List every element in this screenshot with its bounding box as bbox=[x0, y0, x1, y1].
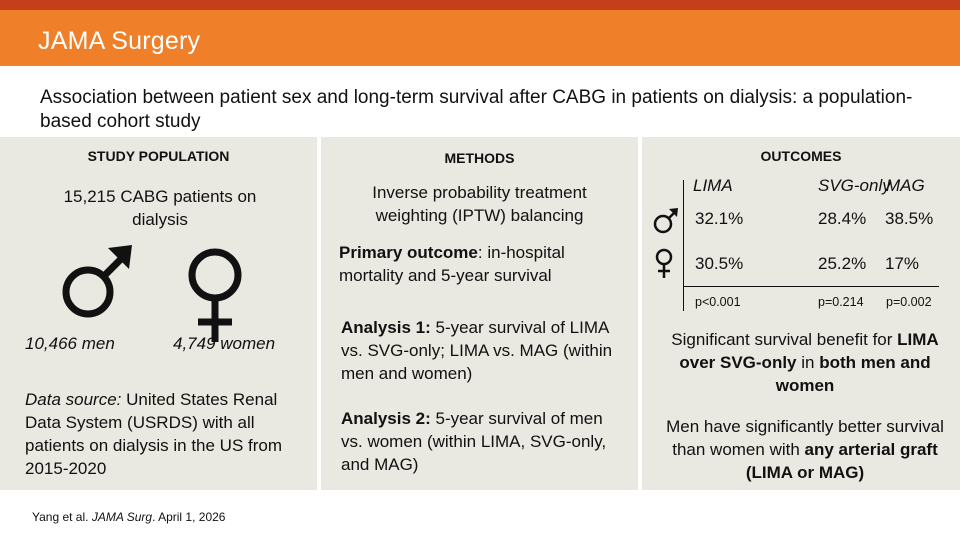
p-mag: p=0.002 bbox=[886, 295, 932, 309]
col-svg-only: SVG-only bbox=[818, 176, 891, 195]
analysis-2-label: Analysis 2: bbox=[341, 409, 431, 428]
primary-outcome bbox=[339, 241, 629, 287]
analysis-1-label: Analysis 1: bbox=[341, 318, 431, 337]
men-lima: 32.1% bbox=[695, 209, 744, 228]
study-population-panel bbox=[0, 137, 317, 490]
finding-1-text-a: Significant survival benefit for bbox=[671, 330, 898, 349]
women-mag: 17% bbox=[885, 254, 920, 273]
top-accent-bar bbox=[0, 0, 960, 10]
data-source-label: Data source: bbox=[25, 390, 122, 409]
primary-outcome-label: Primary outcome bbox=[339, 243, 478, 262]
women-count: 4,749 women bbox=[173, 334, 276, 353]
finding-1-bold-b: both men and women bbox=[775, 353, 931, 395]
men-count: 10,466 men bbox=[25, 334, 115, 353]
analysis-1 bbox=[341, 316, 626, 385]
finding-sex-difference bbox=[666, 415, 944, 484]
weighting-method: Inverse probability treatment weighting (IPTW) balancing bbox=[372, 183, 587, 225]
journal-header bbox=[0, 10, 960, 66]
analysis-2 bbox=[341, 407, 626, 476]
finding-1-bold-a: LIMA over SVG-only bbox=[679, 330, 939, 372]
page-title: Association between patient sex and long-term survival after CABG in patients on dialysis: a population-based cohort study bbox=[40, 87, 913, 132]
men-svg-only: 28.4% bbox=[818, 209, 867, 228]
citation-footer bbox=[32, 510, 225, 524]
p-lima: p<0.001 bbox=[695, 295, 741, 309]
methods-heading: METHODS bbox=[444, 150, 515, 166]
data-source-text: United States Renal Data System (USRDS) with all patients on dialysis in the US from 2015-2020 bbox=[25, 390, 283, 478]
finding-2-bold: any arterial graft (LIMA or MAG) bbox=[745, 440, 938, 482]
finding-lima-benefit bbox=[656, 328, 954, 397]
p-svg-only: p=0.214 bbox=[818, 295, 864, 309]
finding-2-text: Men have significantly better survival than women with bbox=[666, 417, 944, 459]
citation-authors: Yang et al. bbox=[32, 510, 92, 524]
citation-journal: JAMA Surg bbox=[91, 510, 153, 524]
analysis-1-text: 5-year survival of LIMA vs. SVG-only; LIMA vs. MAG (within men and women) bbox=[341, 318, 613, 383]
table-horizontal-rule bbox=[683, 286, 939, 287]
data-source bbox=[25, 388, 315, 480]
primary-outcome-text: : in-hospital mortality and 5-year survival bbox=[339, 243, 565, 285]
outcomes-heading: OUTCOMES bbox=[760, 148, 842, 164]
female-row-icon bbox=[654, 248, 674, 280]
total-patients: 15,215 CABG patients on dialysis bbox=[63, 187, 257, 229]
women-lima: 30.5% bbox=[695, 254, 744, 273]
analysis-2-text: 5-year survival of men vs. women (within LIMA, SVG-only, and MAG) bbox=[341, 409, 607, 474]
finding-1-text-b: in bbox=[796, 353, 820, 372]
male-row-icon bbox=[652, 207, 680, 235]
men-mag: 38.5% bbox=[885, 209, 934, 228]
citation-date: . April 1, 2026 bbox=[152, 510, 226, 524]
col-mag: MAG bbox=[886, 176, 925, 195]
col-lima: LIMA bbox=[693, 176, 733, 195]
study-population-heading: STUDY POPULATION bbox=[87, 148, 230, 164]
outcomes-panel bbox=[642, 137, 960, 490]
women-svg-only: 25.2% bbox=[818, 254, 867, 273]
methods-panel bbox=[321, 137, 638, 490]
journal-name: JAMA Surgery bbox=[38, 27, 201, 55]
male-symbol-icon bbox=[60, 242, 135, 327]
table-vertical-rule bbox=[683, 180, 684, 311]
